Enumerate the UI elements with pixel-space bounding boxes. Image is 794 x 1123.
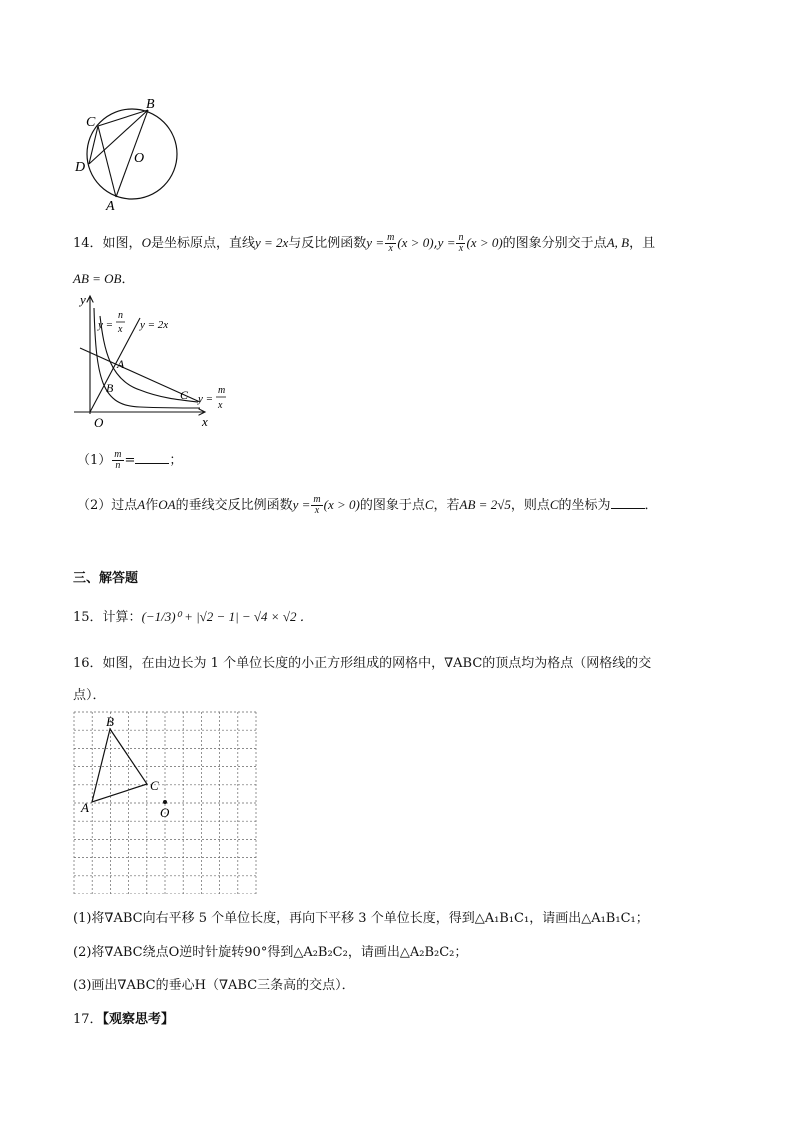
q16-line1: 16．如图，在由边长为 1 个单位长度的小正方形组成的网格中，∇ABC的顶点均为格点（网格线的交: [73, 656, 652, 671]
q16-label-B: B: [106, 714, 114, 729]
q14-fig-line-label: y = 2x: [140, 319, 169, 331]
q17: 17．【观察思考】: [73, 1012, 175, 1027]
q14-frac-n-over-x: $\frac{n}{x}$: [458, 232, 464, 254]
q13-circle-figure: [70, 96, 190, 216]
q16-line2: 点）．: [73, 688, 106, 703]
q14-frac-m-over-n: $\frac{m}{n}$: [114, 449, 122, 471]
q14-fig-y-axis: y: [80, 292, 86, 307]
q15-expression: (−1/3)⁰ + |√2 − 1| − √4 × √2 ．: [141, 609, 313, 624]
q14-fig-curve-m-den: x: [218, 400, 223, 411]
q14-frac-m-over-x: $\frac{m}{x}$: [387, 232, 395, 254]
q14-fig-label-C: C: [180, 388, 189, 402]
q16-label-O: O: [160, 805, 170, 820]
q13-label-A: A: [106, 199, 115, 214]
q13-label-O: O: [134, 151, 145, 166]
q14-fig-x-axis: x: [202, 414, 208, 429]
q14-fig-curve-n-prefix: y =: [98, 319, 114, 331]
q14-fig-origin: O: [94, 415, 104, 430]
q14-fig-curve-m-num: m: [218, 385, 226, 396]
q14-sub2-frac-m-over-x: $\frac{m}{x}$: [313, 494, 321, 516]
q16-label-A: A: [81, 800, 89, 815]
q14-fig-label-B: B: [106, 381, 114, 395]
q16-sub1: (1)将∇ABC向右平移 5 个单位长度，再向下平移 3 个单位长度，得到△A₁B₁C₁，请画出△A₁B₁C₁；: [73, 911, 649, 926]
q14-line2: AB = OB．: [73, 271, 135, 287]
q14-fig-curve-m-prefix: y =: [198, 393, 214, 405]
answer-blank[interactable]: [135, 451, 169, 464]
section-title: 三、解答题: [73, 571, 139, 586]
q16-sub3: (3)画出∇ABC的垂心H（∇ABC三条高的交点）．: [73, 978, 355, 993]
q14-fig-curve-n-den: x: [118, 324, 123, 335]
q14-fig-label-A: A: [117, 357, 125, 371]
q16-sub2: (2)将∇ABC绕点O逆时针旋转90°得到△A₂B₂C₂，请画出△A₂B₂C₂；: [73, 945, 468, 960]
q14-line1: 14．如图，O是坐标原点，直线y = 2x与反比例函数y = $\frac{m}{x}$ (x > 0),y = $\frac{n}{x}$ (x > 0)的图象分别交于点A, B，且: [73, 232, 656, 254]
q14-number: 14．: [73, 236, 103, 251]
q13-label-D: D: [75, 160, 86, 175]
q13-label-B: B: [146, 97, 155, 112]
q15: 15．计算：(−1/3)⁰ + |√2 − 1| − √4 × √2 ．: [73, 609, 313, 625]
q16-label-C: C: [150, 778, 159, 793]
q13-label-C: C: [86, 115, 96, 130]
q14-sub2: （2）过点A作OA的垂线交反比例函数y = $\frac{m}{x}$ (x > 0)的图象于点C，若AB = 2√5，则点C的坐标为 ．: [77, 494, 658, 516]
answer-blank[interactable]: [611, 496, 645, 509]
q14-graph-figure: [70, 290, 250, 435]
q14-fig-curve-n-num: n: [118, 310, 123, 321]
q16-grid-figure: [73, 711, 259, 894]
q14-sub1: （1） $\frac{m}{n}$ = ；: [77, 449, 183, 471]
